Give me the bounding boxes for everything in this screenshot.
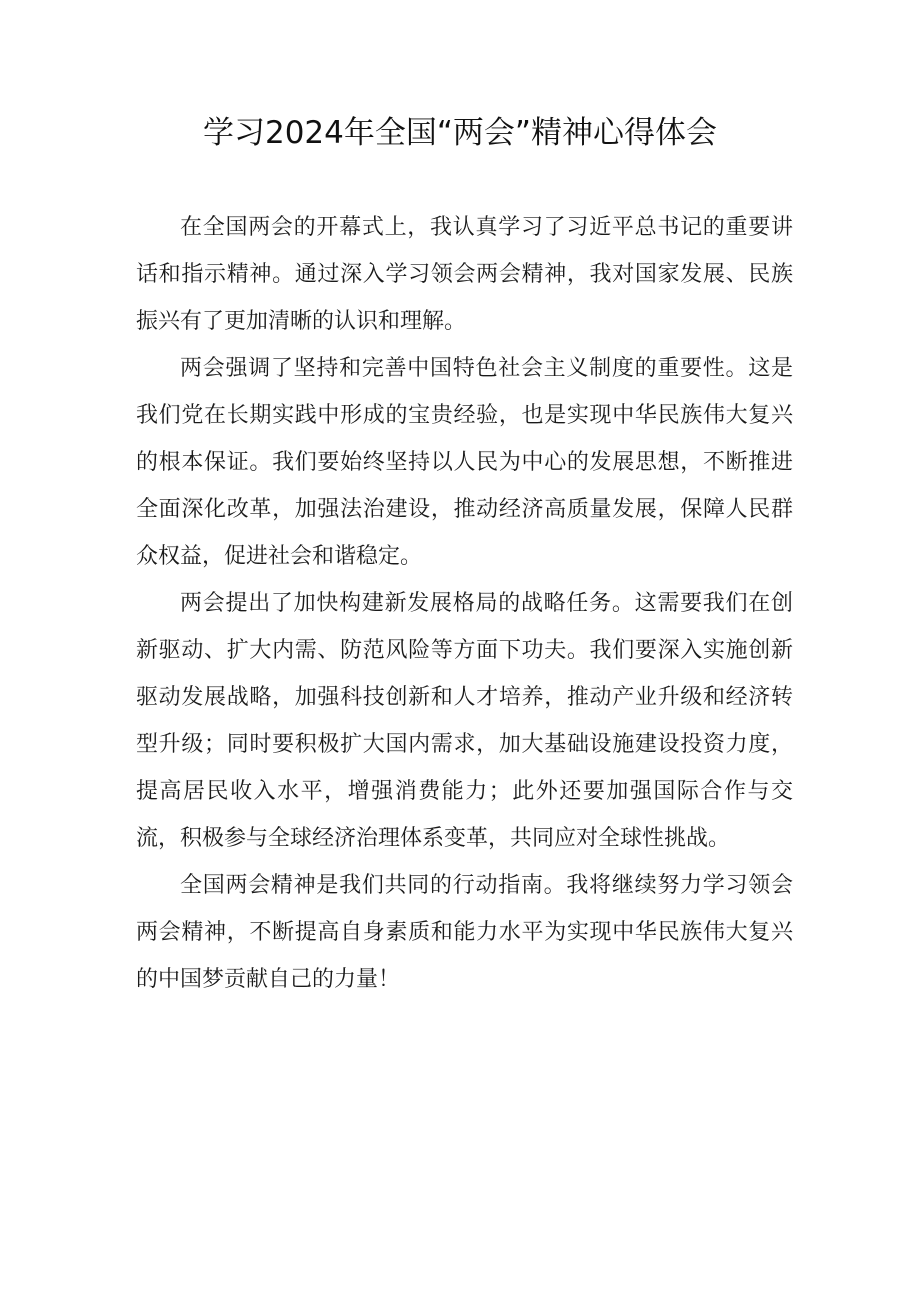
paragraph-conclusion: 全国两会精神是我们共同的行动指南。我将继续努力学习领会两会精神，不断提高自身素质和能力水平为实现中华民族伟大复兴的中国梦贡献自己的力量！ [136,873,793,992]
document-title: 学习2024年全国“两会”精神心得体会 [202,115,717,151]
paragraph-development-pattern: 两会提出了加快构建新发展格局的战略任务。这需要我们在创新驱动、扩大内需、防范风险等方面下功夫。我们要深入实施创新驱动发展战略，加强科技创新和人才培养，推动产业升级和经济转型升级；同时要积极扩大国内需求，加大基础设施建设投资力度，提高居民收入水平，增强消费能力；此外还要加强国际合作与交流，积极参与全球经济治理体系变革，共同应对全球性挑战。 [136,591,793,851]
document-body [136,204,793,1003]
paragraph-opening: 在全国两会的开幕式上，我认真学习了习近平总书记的重要讲话和指示精神。通过深入学习领会两会精神，我对国家发展、民族振兴有了更加清晰的认识和理解。 [136,215,793,334]
paragraph-socialist-system: 两会强调了坚持和完善中国特色社会主义制度的重要性。这是我们党在长期实践中形成的宝贵经验，也是实现中华民族伟大复兴的根本保证。我们要始终坚持以人民为中心的发展思想，不断推进全面深化改革，加强法治建设，推动经济高质量发展，保障人民群众权益，促进社会和谐稳定。 [136,356,793,569]
